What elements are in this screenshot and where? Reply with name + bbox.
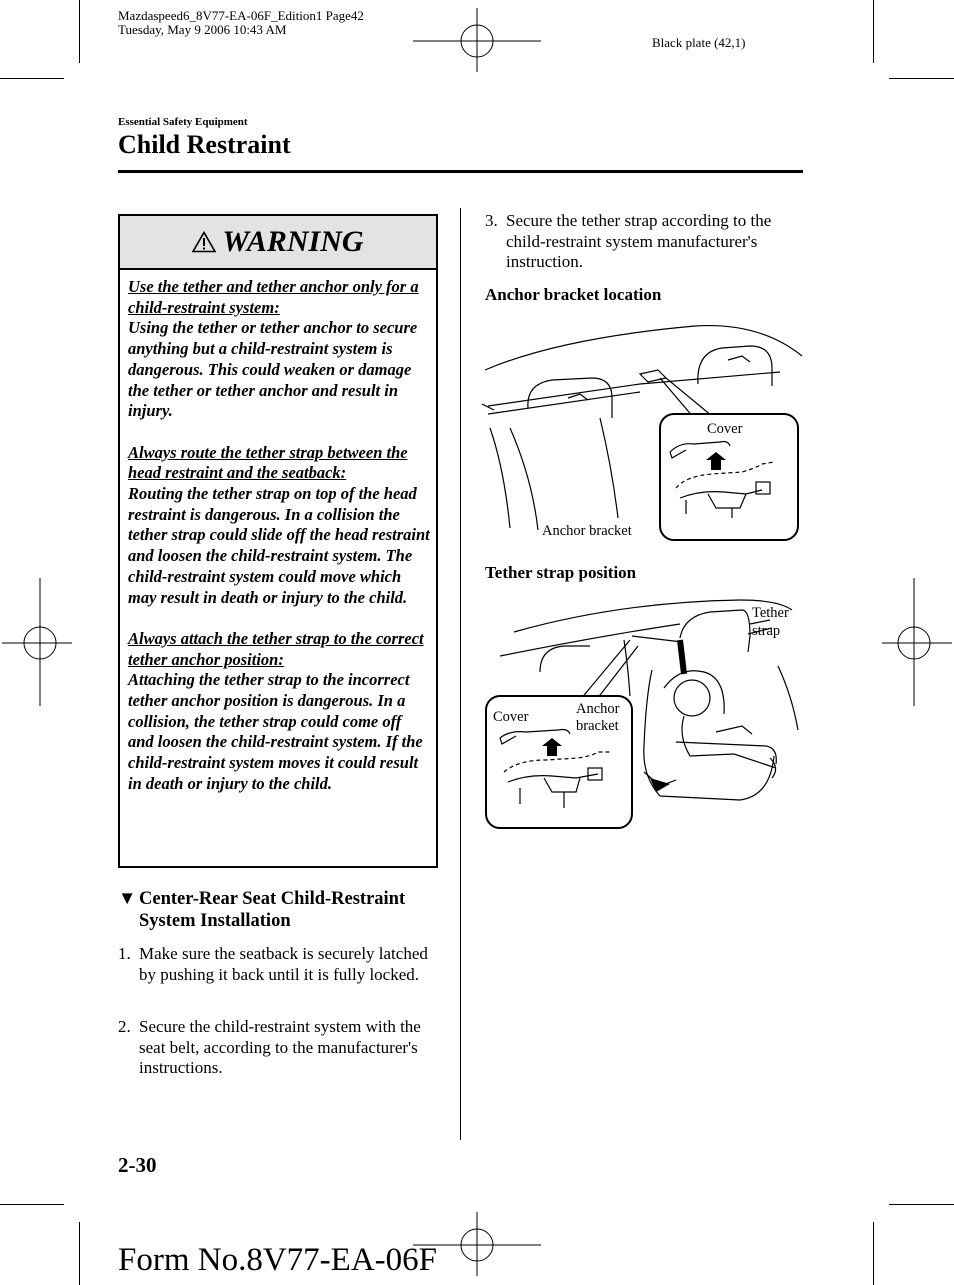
crosshair-mark-icon [882,578,952,706]
warning-body [120,270,436,795]
page-title: Child Restraint [118,130,291,159]
print-date-line: Tuesday, May 9 2006 10:43 AM [118,22,287,37]
crosshair-mark-icon [2,578,72,706]
step-item [485,211,810,273]
callout-tether-line1: Tether [752,605,789,621]
form-number: Form No.8V77-EA-06F [118,1242,437,1278]
tether-strap-illustration [480,596,805,834]
callout-tether-line2: strap [752,623,781,639]
warning-item-body: Routing the tether strap on top of the head restraint is dangerous. In a collision the tether strap could slide off the head restraint and loosen the child-restraint system. The child-restraint system could move which may result in death or injury to the child. [128,484,430,607]
down-triangle-marker-icon: ▼ [118,889,137,909]
callout-anchor-line2: bracket [576,718,619,734]
callout-anchor-bracket: Anchor bracket [542,523,632,539]
subsection-heading [118,888,448,932]
warning-item [128,629,430,795]
step-number: 2. [118,1017,131,1036]
step-item [118,1017,443,1079]
callout-cover: Cover [493,709,529,725]
warning-item-title: Always attach the tether strap to the correct tether anchor position: [128,628,424,669]
callout-anchor-line1: Anchor [576,701,620,717]
subsection-title: Center-Rear Seat Child-Restraint System Installation [139,889,406,931]
title-rule [118,170,803,173]
warning-item-body: Attaching the tether strap to the incorrect tether anchor position is dangerous. In a collision, the tether strap could come off and loosen the child-restraint system. If the child-restraint system moves it could result in death or injury to the child. [128,670,423,793]
warning-item-body: Using the tether or tether anchor to secure anything but a child-restraint system is dangerous. This could weaken or damage the tether or tether anchor and result in injury. [128,318,418,421]
warning-header [120,216,436,270]
step-item [118,944,443,985]
figure-label-tether: Tether strap position [485,563,637,582]
page-number: 2-30 [118,1153,157,1177]
column-divider [460,208,461,1140]
warning-item-title: Use the tether and tether anchor only for a child-restraint system: [128,277,419,317]
plate-label: Black plate (42,1) [652,35,746,50]
crosshair-mark-icon [413,8,543,72]
figure-label-anchor: Anchor bracket location [485,285,662,304]
step-text: Secure the child-restraint system with the seat belt, according to the manufacturer's instructions. [139,1017,421,1078]
warning-heading: WARNING [222,225,364,258]
print-file-line: Mazdaspeed6_8V77-EA-06F_Edition1 Page42 [118,8,364,23]
section-label: Essential Safety Equipment [118,116,248,128]
callout-cover: Cover [707,421,743,437]
warning-item [128,277,430,422]
step-number: 1. [118,944,131,963]
warning-item [128,443,430,609]
warning-triangle-icon [192,231,216,253]
step-number: 3. [485,211,498,230]
warning-item-title: Always route the tether strap between the head restraint and the seatback: [128,442,408,483]
anchor-bracket-illustration [480,318,805,550]
warning-box [118,214,438,868]
step-text: Secure the tether strap according to the child-restraint system manufacturer's instruction. [506,211,772,272]
step-text: Make sure the seatback is securely latched by pushing it back until it is fully locked. [139,944,428,984]
